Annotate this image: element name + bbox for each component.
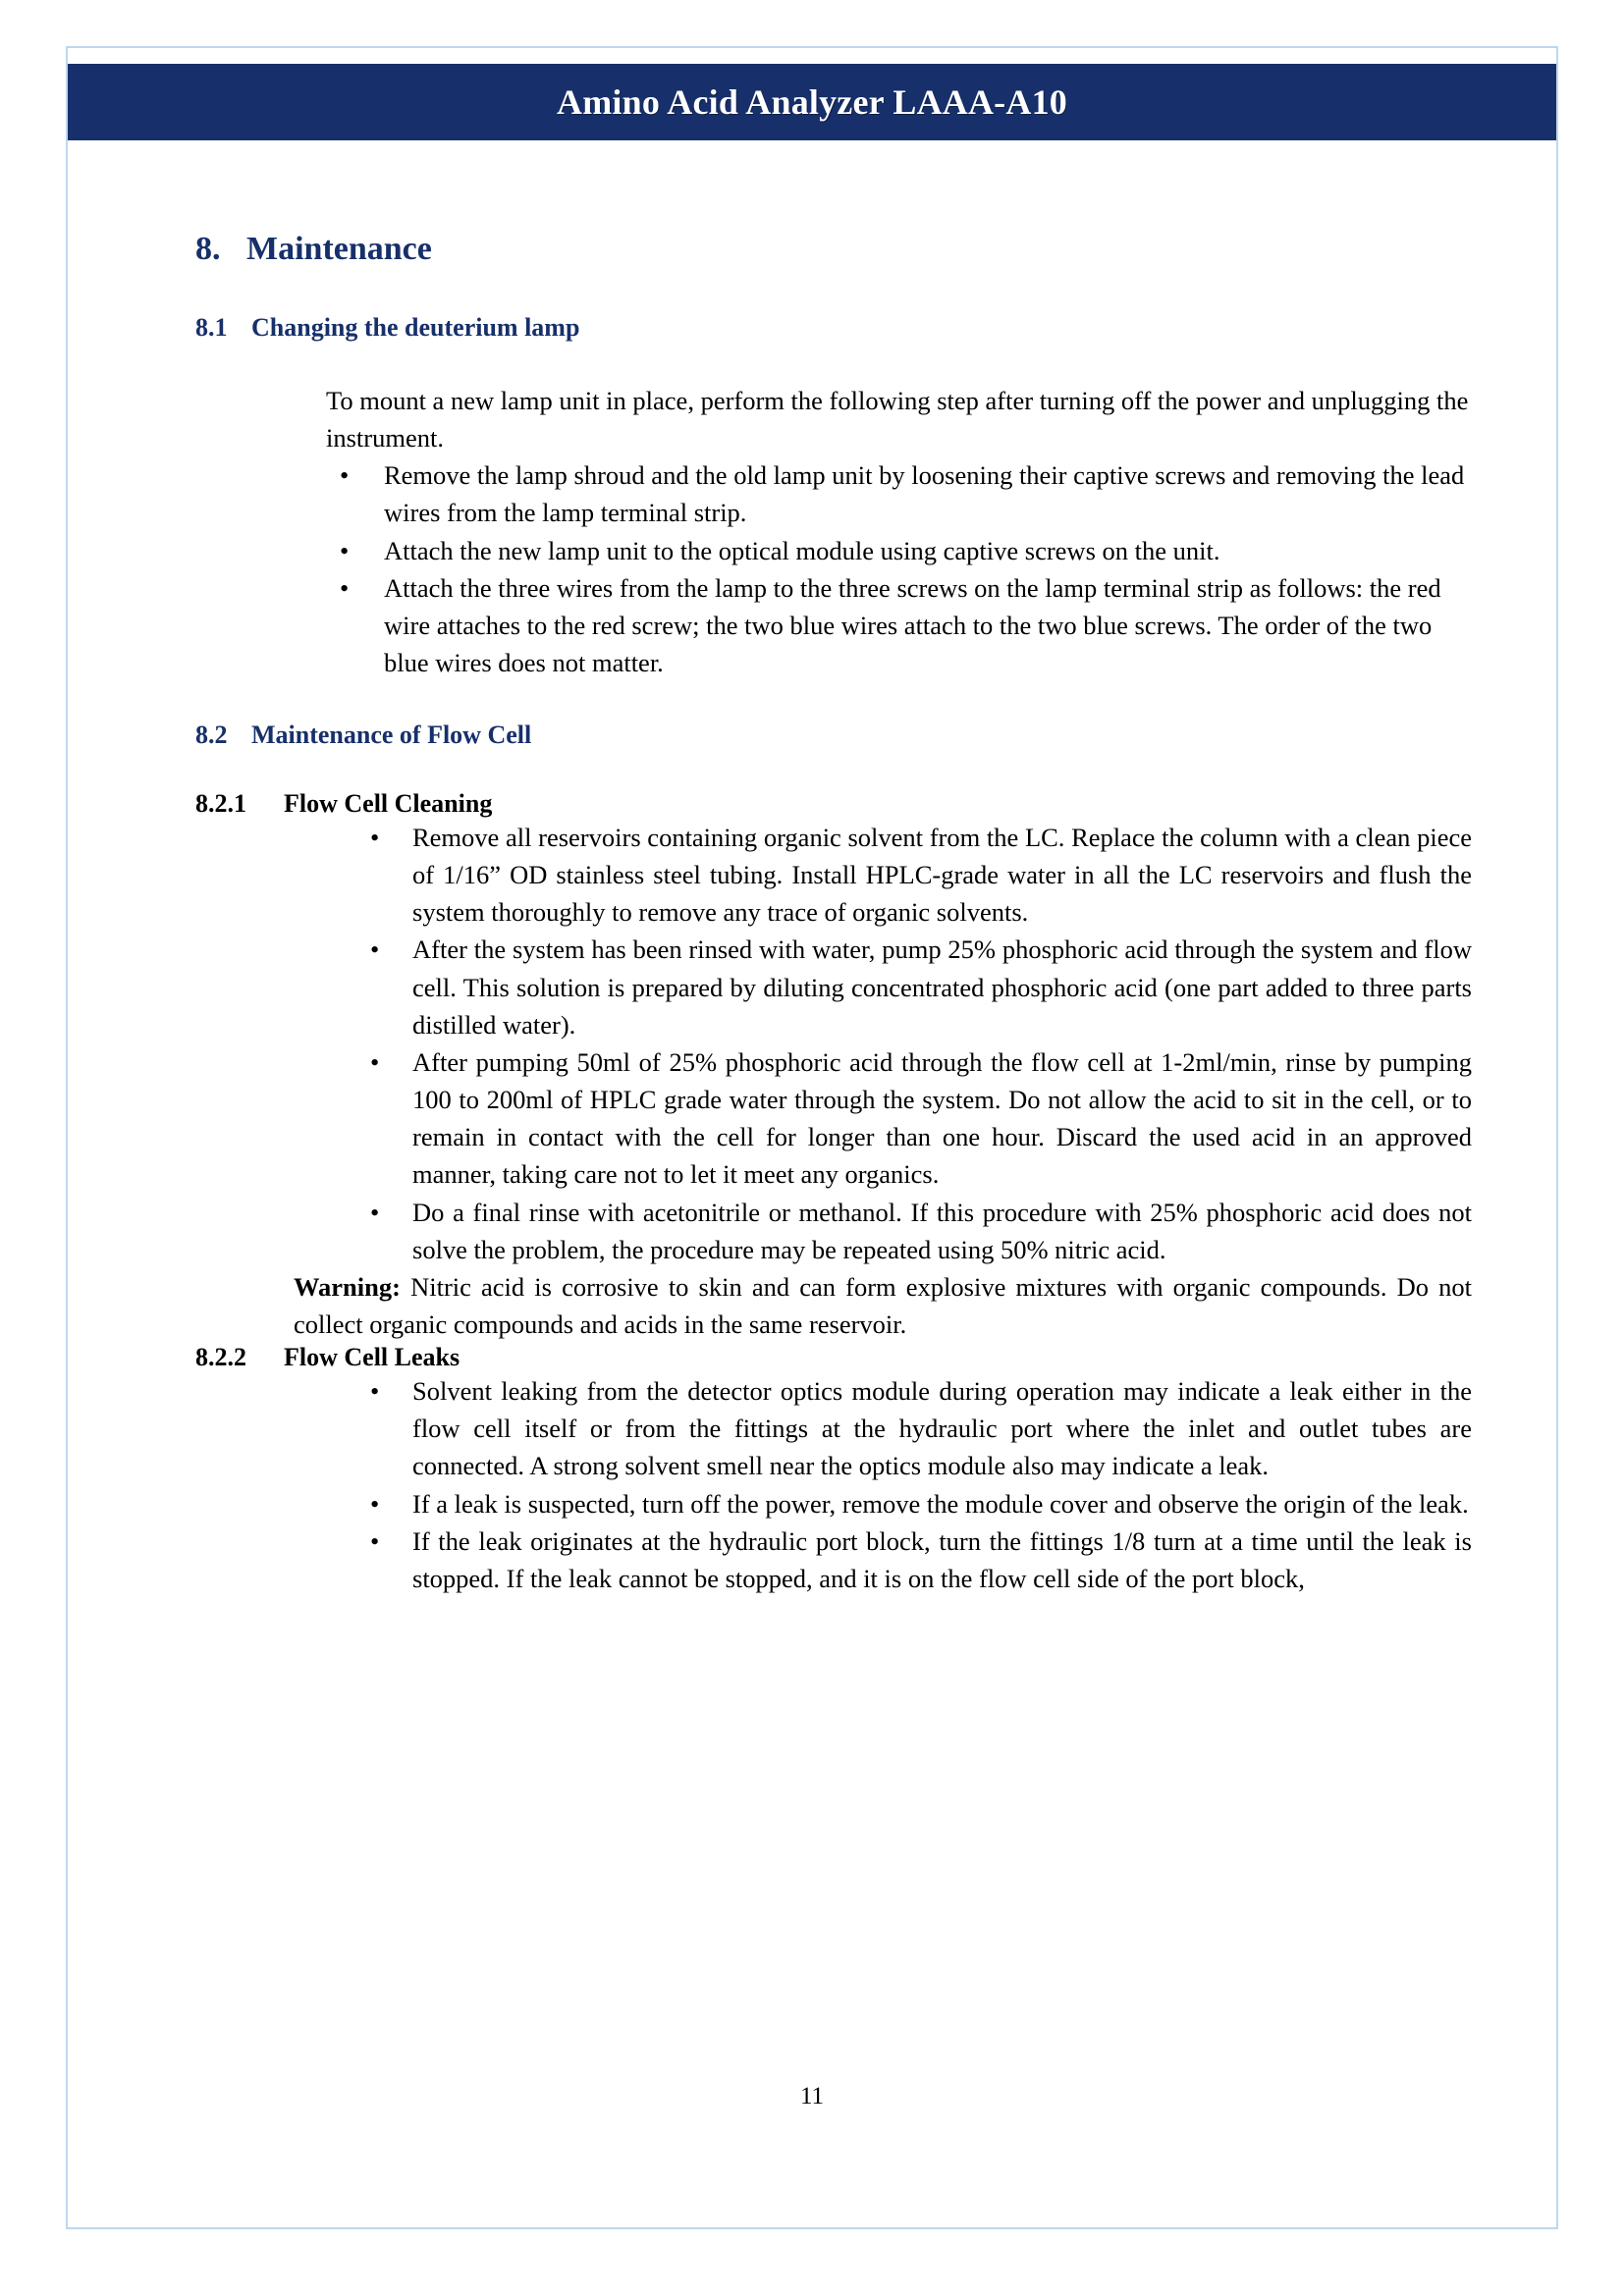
bullet-glyph-icon: • [340, 572, 350, 603]
bullet-glyph-icon: • [370, 1197, 380, 1227]
heading-section-8-2-number: 8.2 [195, 721, 228, 750]
bullet-glyph-icon: • [370, 1525, 380, 1556]
section-8-1-intro-paragraph: To mount a new lamp unit in place, perform the following step after turning off the power and unplugging the instrument. [326, 385, 1469, 454]
section-8-2-2-bullet-list [370, 1372, 1472, 1597]
list-item [370, 931, 1472, 1042]
document-content [195, 230, 1472, 1597]
list-item [340, 569, 1472, 681]
heading-section-8-1 [195, 313, 1472, 343]
heading-section-8-2 [195, 721, 1472, 750]
list-item [370, 1043, 1472, 1194]
bullet-glyph-icon: • [370, 1488, 380, 1519]
list-item-text: If a leak is suspected, turn off the power, remove the module cover and observe the origin of the leak. [412, 1488, 1469, 1519]
page-header-banner [68, 64, 1556, 140]
warning-text: Nitric acid is corrosive to skin and can form explosive mixtures with organic compounds. Do not collect organic compounds and acids in the same reservoir. [294, 1271, 1472, 1340]
list-item-text: Attach the three wires from the lamp to the three screws on the lamp terminal strip as follows: the red wire attaches to the red screw; the two blue wires attach to the two blue screws. The order of the two blue wires does not matter. [384, 572, 1441, 678]
warning-label: Warning: [294, 1271, 401, 1302]
list-item-text: Do a final rinse with acetonitrile or methanol. If this procedure with 25% phosphoric acid does not solve the problem, the procedure may be repeated using 50% nitric acid. [412, 1197, 1472, 1264]
list-item [370, 1372, 1472, 1484]
heading-section-8-1-title: Changing the deuterium lamp [251, 313, 580, 343]
bullet-glyph-icon: • [340, 460, 350, 491]
list-item [370, 1522, 1472, 1597]
list-item [370, 819, 1472, 931]
heading-section-8-2-2 [195, 1343, 1472, 1372]
list-item-text: If the leak originates at the hydraulic port block, turn the fittings 1/8 turn at a time until the leak is stopped. If the leak cannot be stopped, and it is on the flow cell side of the port block, [412, 1525, 1472, 1593]
heading-section-8-2-title: Maintenance of Flow Cell [251, 721, 532, 750]
document-title: Amino Acid Analyzer LAAA-A10 [557, 82, 1067, 122]
list-item-text: Attach the new lamp unit to the optical module using captive screws on the unit. [384, 535, 1220, 565]
page-number: 11 [799, 2083, 825, 2109]
bullet-glyph-icon: • [340, 535, 350, 565]
list-item-text: Remove the lamp shroud and the old lamp unit by loosening their captive screws and removing the lead wires from the lamp terminal strip. [384, 460, 1465, 528]
heading-section-8-number: 8. [195, 231, 221, 267]
list-item-text: Solvent leaking from the detector optics module during operation may indicate a leak either in the flow cell itself or from the fittings at the hydraulic port where the inlet and outlet tubes are connected. A strong solvent smell near the optics module also may indicate a leak. [412, 1376, 1472, 1481]
list-item [340, 532, 1472, 569]
heading-section-8-2-2-title: Flow Cell Leaks [284, 1343, 460, 1372]
list-item [370, 1194, 1472, 1268]
spacer [195, 750, 1472, 789]
heading-section-8-1-number: 8.1 [195, 313, 228, 343]
list-item-text: After pumping 50ml of 25% phosphoric acid through the flow cell at 1-2ml/min, rinse by pumping 100 to 200ml of HPLC grade water through the system. Do not allow the acid to sit in the cell, or to remain in contact with the cell for longer than one hour. Discard the used acid in an approved manner, taking care not to let it meet any organics. [412, 1046, 1472, 1190]
list-item [370, 1485, 1472, 1522]
heading-section-8-title: Maintenance [246, 231, 432, 267]
bullet-glyph-icon: • [370, 1046, 380, 1077]
list-item-text: Remove all reservoirs containing organic solvent from the LC. Replace the column with a clean piece of 1/16” OD stainless steel tubing. Install HPLC-grade water in all the LC reservoirs and flush the system thoroughly to remove any trace of organic solvents. [412, 823, 1472, 928]
heading-section-8 [195, 230, 1472, 268]
bullet-glyph-icon: • [370, 823, 380, 853]
spacer [195, 343, 1472, 382]
section-8-2-1-bullet-list [370, 819, 1472, 1268]
section-8-2-1-warning-paragraph [294, 1268, 1472, 1343]
heading-section-8-2-2-number: 8.2.2 [195, 1343, 246, 1372]
heading-section-8-2-1-title: Flow Cell Cleaning [284, 789, 493, 819]
list-item [340, 456, 1472, 531]
document-page [66, 46, 1558, 2229]
bullet-glyph-icon: • [370, 1376, 380, 1407]
list-item-text: After the system has been rinsed with water, pump 25% phosphoric acid through the system and flow cell. This solution is prepared by diluting concentrated phosphoric acid (one part added to three parts distilled water). [412, 934, 1472, 1040]
spacer [195, 268, 1472, 313]
heading-section-8-2-1-number: 8.2.1 [195, 789, 246, 819]
section-8-1-bullet-list [340, 456, 1472, 681]
heading-section-8-2-1 [195, 789, 1472, 819]
spacer [195, 681, 1472, 721]
bullet-glyph-icon: • [370, 934, 380, 965]
